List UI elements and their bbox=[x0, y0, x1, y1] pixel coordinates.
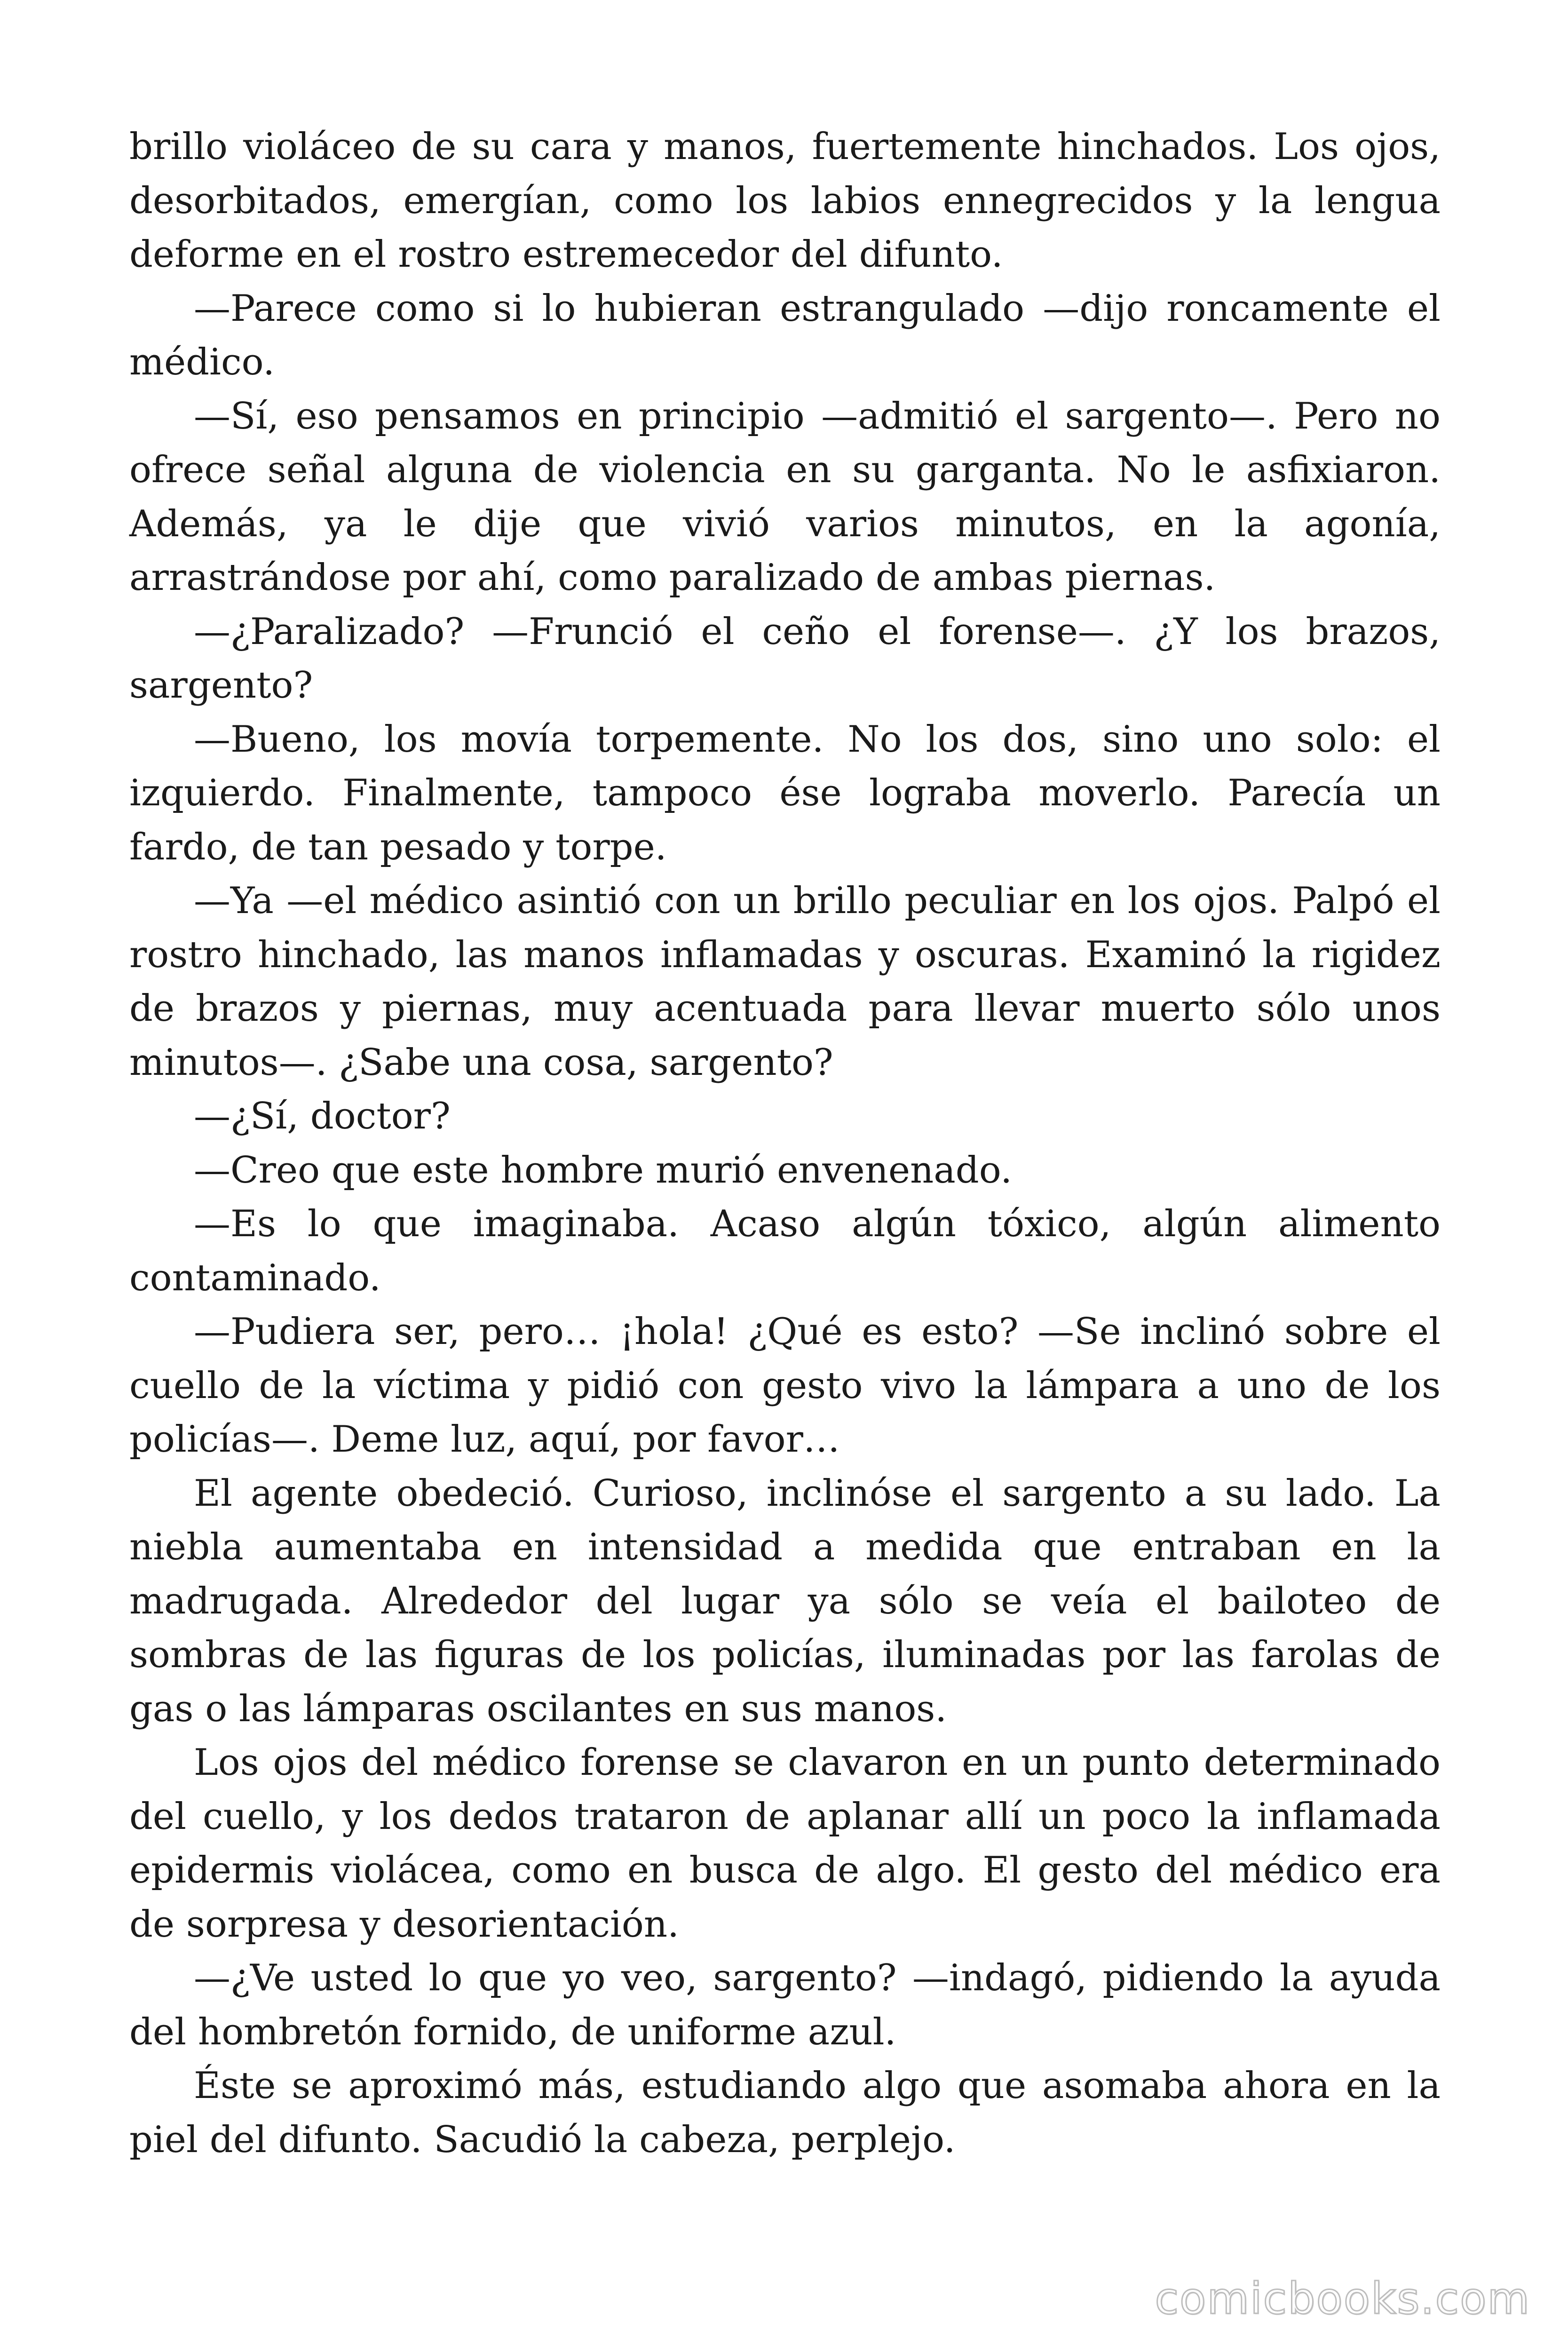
paragraph: —Creo que este hombre murió envenenado. bbox=[194, 1149, 1013, 1192]
paragraph: Éste se aproximó más, estudiando algo que asomaba ahora en la piel del difunto. Sacudió la cabeza, perplejo. bbox=[129, 2065, 1441, 2161]
page-body bbox=[129, 120, 1441, 2167]
paragraph: brillo violáceo de su cara y manos, fuertemente hinchados. Los ojos, desorbitados, emergían, como los labios ennegrecidos y la lengua deforme en el rostro estremecedor del difunto. bbox=[129, 126, 1441, 276]
paragraph: —¿Paralizado? —Frunció el ceño el forense—. ¿Y los brazos, sargento? bbox=[129, 610, 1441, 707]
paragraph: —Es lo que imaginaba. Acaso algún tóxico, algún alimento contaminado. bbox=[129, 1203, 1441, 1299]
paragraph: —Pudiera ser, pero… ¡hola! ¿Qué es esto? —Se inclinó sobre el cuello de la víctima y pidió con gesto vivo la lámpara a uno de los policías—. Deme luz, aquí, por favor… bbox=[129, 1311, 1441, 1461]
paragraph: —Sí, eso pensamos en principio —admitió el sargento—. Pero no ofrece señal alguna de violencia en su garganta. No le asfixiaron. Además, ya le dije que vivió varios minutos, en la agonía, arrastrándose por ahí, como paralizado de ambas piernas. bbox=[129, 395, 1441, 599]
paragraph: —Ya —el médico asintió con un brillo peculiar en los ojos. Palpó el rostro hinchado, las manos inflamadas y oscuras. Examinó la rigidez de brazos y piernas, muy acentuada para llevar muerto sólo unos minutos—. ¿Sabe una cosa, sargento? bbox=[129, 880, 1441, 1084]
paragraph: —¿Sí, doctor? bbox=[194, 1095, 451, 1137]
paragraph: —Bueno, los movía torpemente. No los dos, sino uno solo: el izquierdo. Finalmente, tampoco ése lograba moverlo. Parecía un fardo, de tan pesado y torpe. bbox=[129, 718, 1441, 868]
paragraph: El agente obedeció. Curioso, inclinóse el sargento a su lado. La niebla aumentaba en intensidad a medida que entraban en la madrugada. Alrededor del lugar ya sólo se veía el bailoteo de sombras de las figuras de los policías, iluminadas por las farolas de gas o las lámparas oscilantes en sus manos. bbox=[129, 1472, 1441, 1730]
paragraph: Los ojos del médico forense se clavaron en un punto determinado del cuello, y los dedos trataron de aplanar allí un poco la inflamada epidermis violácea, como en busca de algo. El gesto del médico era de sorpresa y desorientación. bbox=[129, 1741, 1441, 1946]
watermark: comicbooks.com bbox=[1155, 2273, 1530, 2324]
paragraph: —¿Ve usted lo que yo veo, sargento? —indagó, pidiendo la ayuda del hombretón fornido, de uniforme azul. bbox=[129, 1957, 1441, 2053]
paragraph: —Parece como si lo hubieran estrangulado —dijo roncamente el médico. bbox=[129, 287, 1441, 383]
